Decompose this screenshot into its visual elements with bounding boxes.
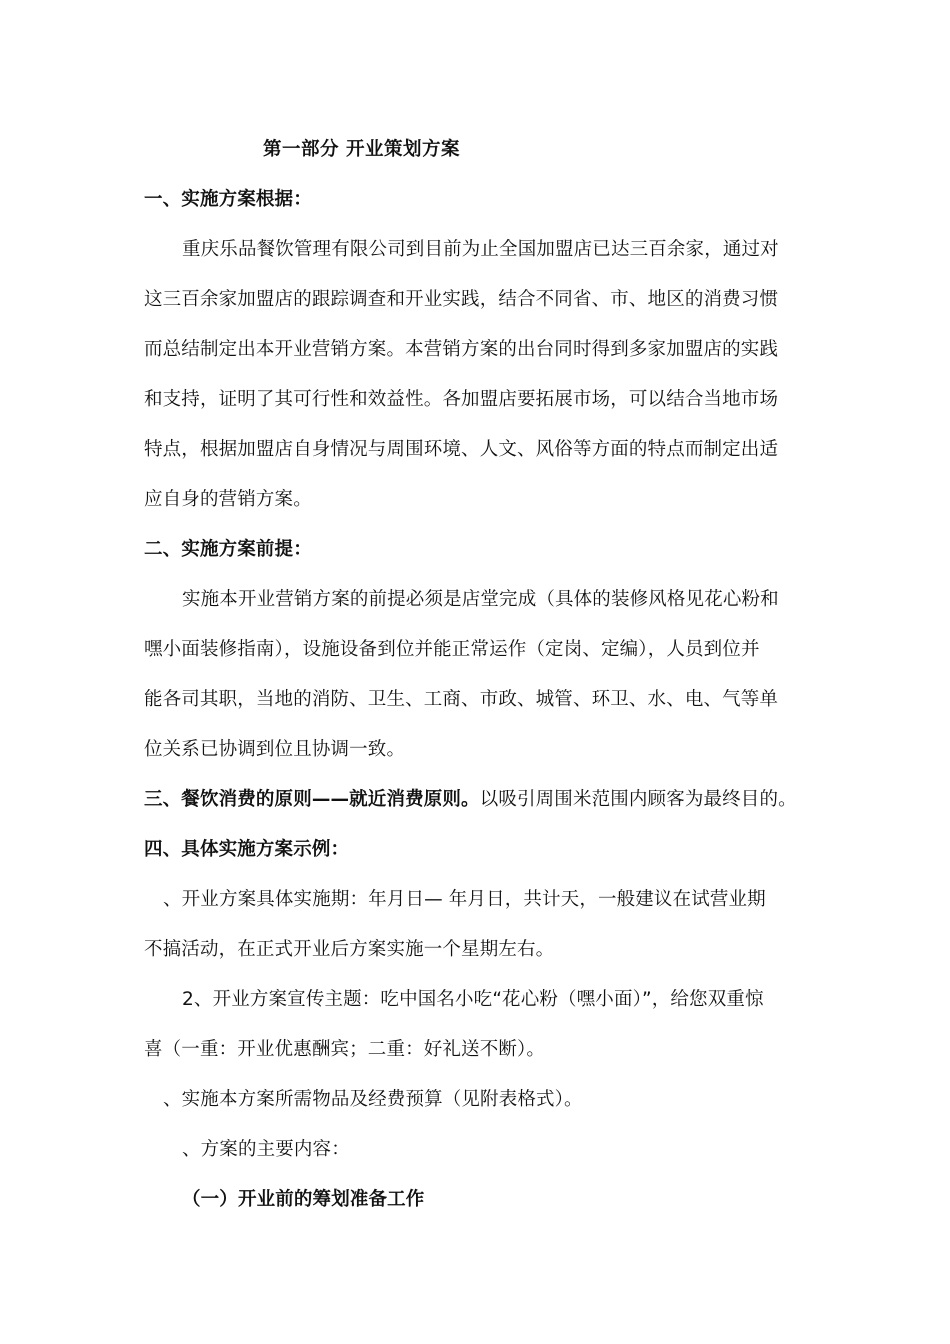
document-title: 第一部分 开业策划方案 [263, 139, 460, 160]
section-3-text: 以吸引周围米范围内顾客为最终目的。 [479, 789, 797, 810]
paragraph-line: 嘿小面装修指南），设施设备到位并能正常运作（定岗、定编），人员到位并 [144, 639, 760, 660]
section-3-line [144, 787, 814, 813]
paragraph-line: 、实施本方案所需物品及经费预算（见附表格式）。 [163, 1089, 583, 1110]
paragraph-line: 特点，根据加盟店自身情况与周围环境、人文、风俗等方面的特点而制定出适 [144, 439, 779, 460]
paragraph-line: 、开业方案具体实施期：年月日— 年月日，共计天，一般建议在试营业期 [163, 889, 766, 910]
paragraph-line: 这三百余家加盟店的跟踪调查和开业实践，结合不同省、市、地区的消费习惯 [144, 289, 779, 310]
paragraph-line: 不搞活动，在正式开业后方案实施一个星期左右。 [144, 939, 555, 960]
paragraph-line: 应自身的营销方案。 [144, 489, 312, 510]
paragraph-line: 喜（一重：开业优惠酬宾；二重：好礼送不断）。 [144, 1039, 546, 1060]
paragraph-line: 重庆乐品餐饮管理有限公司到目前为止全国加盟店已达三百余家，通过对 [182, 239, 779, 260]
paragraph-line: 、方案的主要内容： [182, 1139, 350, 1160]
paragraph-line: 2、开业方案宣传主题：吃中国名小吃“花心粉（嘿小面）”，给您双重惊 [182, 989, 764, 1010]
paragraph-line: 实施本开业营销方案的前提必须是店堂完成（具体的装修风格见花心粉和 [182, 589, 779, 610]
subsection-heading: （一）开业前的筹划准备工作 [182, 1189, 425, 1210]
section-3-heading: 三、餐饮消费的原则——就近消费原则。 [144, 789, 480, 810]
paragraph-line: 和支持，证明了其可行性和效益性。各加盟店要拓展市场，可以结合当地市场 [144, 389, 779, 410]
paragraph-line: 而总结制定出本开业营销方案。本营销方案的出台同时得到多家加盟店的实践 [144, 339, 779, 360]
paragraph-line: 能各司其职，当地的消防、卫生、工商、市政、城管、环卫、水、电、气等单 [144, 689, 779, 710]
paragraph-line: 位关系已协调到位且协调一致。 [144, 739, 406, 760]
section-4-heading: 四、具体实施方案示例： [144, 839, 350, 860]
section-1-heading: 一、实施方案根据： [144, 189, 312, 210]
section-2-heading: 二、实施方案前提： [144, 539, 312, 560]
